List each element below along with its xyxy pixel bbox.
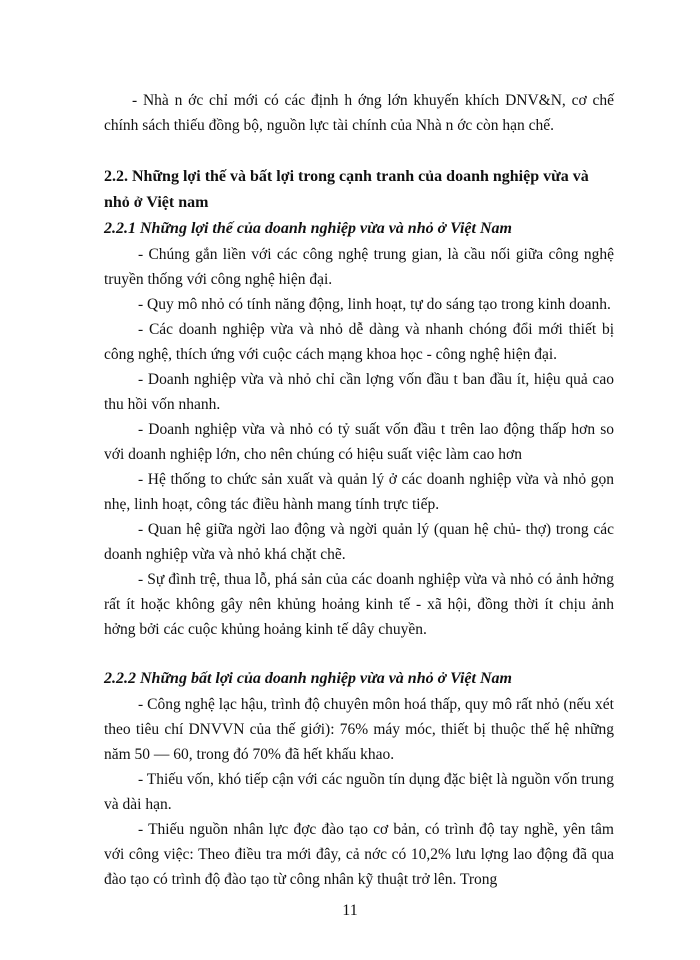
advantage-item: - Chúng gắn liền với các công nghệ trung gian, là cầu nối giữa công nghệ truyền thống với công nghệ hiện đại. (104, 246, 614, 288)
advantage-item: - Hệ thống to chức sản xuất và quản lý ở các doanh nghiệp vừa và nhỏ gọn nhẹ, linh hoạt, công tác điều hành mang tính trực tiếp. (104, 471, 614, 513)
section-2-2-1-heading: 2.2.1 Những lợi thế của doanh nghiệp vừa và nhỏ ở Việt Nam (104, 220, 512, 237)
section-2-2-heading: 2.2. Những lợi thế và bất lợi trong cạnh tranh của doanh nghiệp vừa và nhỏ ở Việt nam (104, 168, 589, 211)
section-2-2-2-heading: 2.2.2 Những bất lợi của doanh nghiệp vừa và nhỏ ở Việt Nam (104, 670, 512, 687)
advantage-item: - Quan hệ giữa ngời lao động và ngời quản lý (quan hệ chủ- thợ) trong các doanh nghiệp vừa và nhỏ khá chặt chẽ. (104, 521, 614, 563)
disadvantage-item: - Thiếu nguồn nhân lực đợc đào tạo cơ bản, có trình độ tay nghề, yên tâm với công việc: Theo điều tra mới đây, cả nớc có 10,2% lưu lợng lao động đã qua đào tạo có trình độ đào tạo từ công nhân kỹ thuật trở lên. Trong (104, 821, 614, 888)
intro-paragraph: - Nhà n ớc chỉ mới có các định h ớng lớn khuyến khích DNV&N, cơ chế chính sách thiếu đồng bộ, nguồn lực tài chính của Nhà n ớc còn hạn chế. (104, 92, 614, 134)
page-number: 11 (342, 902, 358, 919)
advantage-item: - Quy mô nhỏ có tính năng động, linh hoạt, tự do sáng tạo trong kinh doanh. (138, 296, 611, 313)
advantage-item: - Sự đình trệ, thua lỗ, phá sản của các doanh nghiệp vừa và nhỏ có ảnh hởng rất ít hoặc không gây nên khủng hoảng kinh tế - xã hội, đồng thời ít chịu ảnh hởng bởi các cuộc khủng hoảng kinh tế dây chuyền. (104, 571, 614, 638)
page-body (104, 88, 614, 892)
disadvantage-item: - Công nghệ lạc hậu, trình độ chuyên môn hoá thấp, quy mô rất nhỏ (nếu xét theo tiêu chí DNVVN của thế giới): 76% máy móc, thiết bị thuộc thế hệ những năm 50 — 60, trong đó 70% đã hết khấu khao. (104, 696, 614, 763)
disadvantage-item: - Thiếu vốn, khó tiếp cận với các nguồn tín dụng đặc biệt là nguồn vốn trung và dài hạn. (104, 771, 614, 813)
advantage-item: - Doanh nghiệp vừa và nhỏ có tỷ suất vốn đầu t trên lao động thấp hơn so với doanh nghiệp lớn, cho nên chúng có hiệu suất việc làm cao hơn (104, 421, 614, 463)
advantage-item: - Doanh nghiệp vừa và nhỏ chỉ cần lợng vốn đầu t ban đầu ít, hiệu quả cao thu hồi vốn nhanh. (104, 371, 614, 413)
advantage-item: - Các doanh nghiệp vừa và nhỏ dễ dàng và nhanh chóng đổi mới thiết bị công nghệ, thích ứng với cuộc cách mạng khoa học - công nghệ hiện đại. (104, 321, 614, 363)
